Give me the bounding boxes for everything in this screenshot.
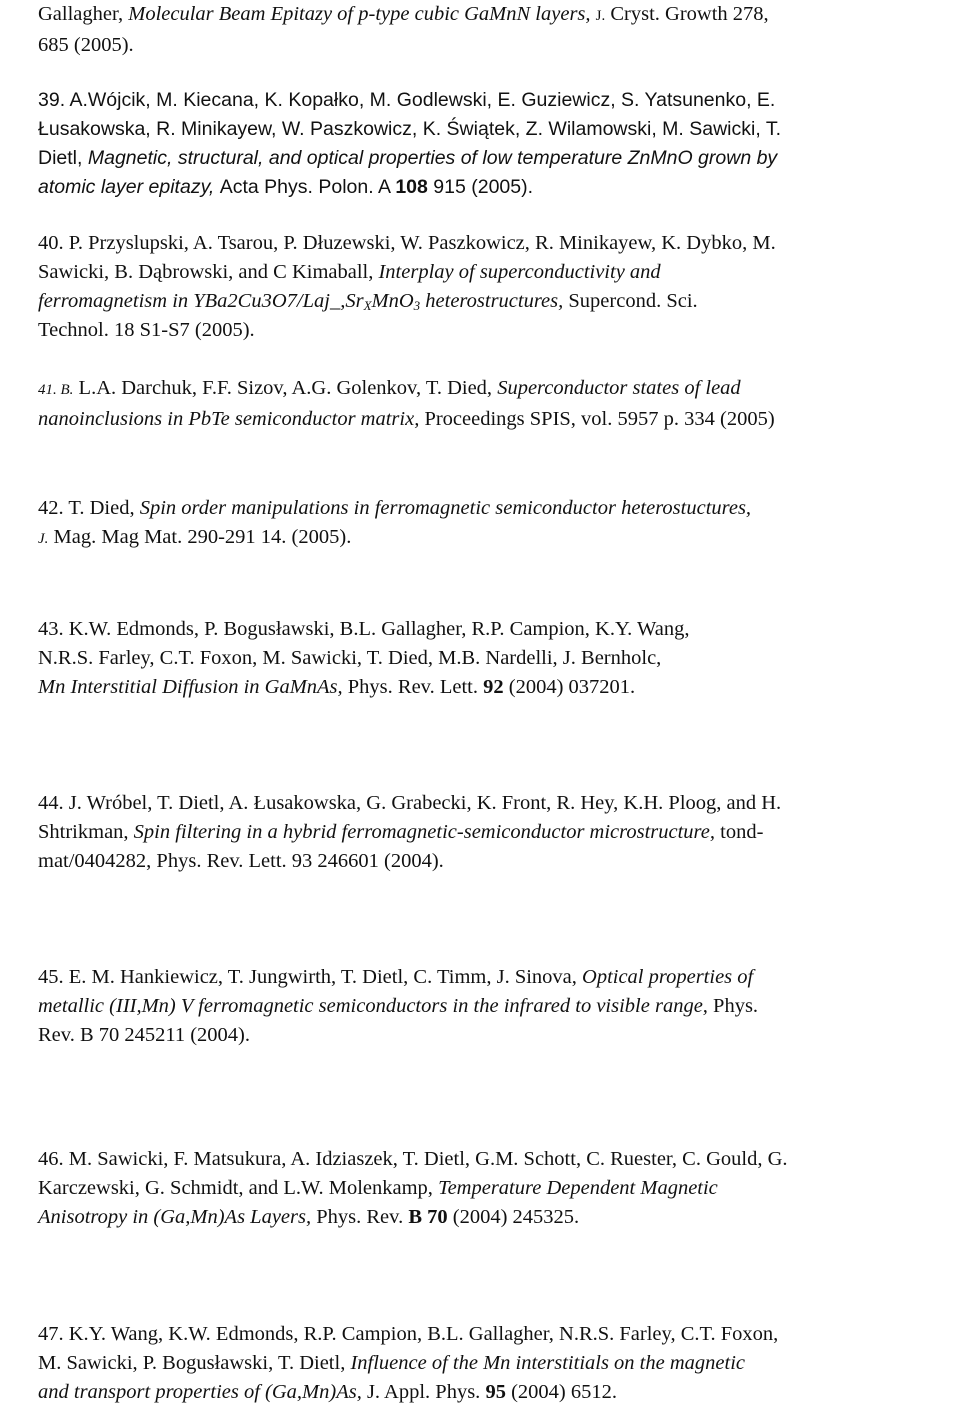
ref-title: Molecular Beam Epitazy of p-type cubic GaMnN layers, [128,3,596,25]
ref-line [38,992,940,1021]
ref-number: 41. B. [38,382,74,398]
reference-44 [38,789,940,876]
ref-title: Influence of the Mn interstitials on the magnetic [350,1352,745,1374]
reference-47 [38,1320,940,1407]
ref-title: ferromagnetism in YBa2Cu3O7/Laj_,Sr [38,290,364,312]
ref-title: metallic (III,Mn) V ferromagnetic semiconductors in the infrared to visible range, [38,995,714,1017]
ref-journal: Phys. Rev. Lett. [347,676,484,698]
ref-pages: (2004) 6512. [505,1381,617,1403]
ref-authors: 47. K.Y. Wang, K.W. Edmonds, R.P. Campion, B.L. Gallagher, N.R.S. Farley, C.T. Foxon, [38,1323,779,1345]
ref-authors: Shtrikman, [38,821,134,843]
ref-title: Interplay of superconductivity and [378,261,661,283]
reference-42 [38,494,940,554]
ref-volume: 95 [485,1381,506,1403]
ref-journal: tond- [720,821,764,843]
ref-pages: (2004) 245325. [447,1206,580,1228]
ref-authors: 45. E. M. Hankiewicz, T. Jungwirth, T. Dietl, C. Timm, J. Sinova, [38,966,583,988]
ref-line: 685 (2005). [38,34,134,56]
ref-authors: 43. K.W. Edmonds, P. Bogusławski, B.L. Gallagher, R.P. Campion, K.Y. Wang, [38,618,690,640]
ref-volume: B 70 [408,1206,448,1228]
ref-volume: 108 [395,176,428,198]
ref-line [38,316,940,345]
ref-title: X [363,298,372,313]
ref-authors: 42. T. Died, [38,497,140,519]
ref-line [38,374,940,405]
ref-text: Cryst. Growth 278, [605,3,769,25]
ref-title: Magnetic, structural, and optical properties of low temperature ZnMnO grown by [87,147,778,169]
ref-title: and transport properties of (Ga,Mn)As, [38,1381,367,1403]
ref-journal: Proceedings SPIS, vol. 5957 p. 334 (2005) [424,408,775,430]
ref-title: Optical properties of [582,966,754,988]
ref-text: Gallagher, [38,3,129,25]
ref-pages: 915 (2005). [427,176,534,198]
ref-line [38,144,940,173]
reference-43 [38,615,940,702]
ref-title: heterostructures, [420,290,569,312]
ref-authors: M. Sawicki, P. Bogusławski, T. Dietl, [38,1352,351,1374]
reference-41 [38,374,940,434]
ref-line [38,1203,940,1232]
ref-authors: N.R.S. Farley, C.T. Foxon, M. Sawicki, T. Died, M.B. Nardelli, J. Bernholc, [38,647,662,669]
ref-title: Spin filtering in a hybrid ferromagnetic-semiconductor microstructure, [133,821,721,843]
ref-authors: Dietl, [38,147,88,169]
ref-pages: (2004) 037201. [503,676,636,698]
ref-journal: Acta Phys. Polon. A [219,176,396,198]
reference-46 [38,1145,940,1232]
ref-line [38,818,940,847]
ref-line [38,789,940,818]
ref-line [38,1174,940,1203]
ref-title: Temperature Dependent Magnetic [438,1177,718,1199]
ref-line [38,494,940,523]
ref-line [38,1349,940,1378]
ref-text: J. [595,8,606,24]
ref-line [38,0,940,31]
ref-journal: J. Appl. Phys. [366,1381,486,1403]
ref-line [38,615,940,644]
ref-volume: 92 [483,676,504,698]
ref-line [38,115,940,144]
ref-title: Mn Interstitial Diffusion in GaMnAs, [38,676,348,698]
reference-38-continuation [38,0,940,60]
ref-volume: 18 [113,319,135,341]
ref-title: Superconductor states of lead [497,377,741,399]
ref-line [38,1145,940,1174]
ref-journal: Technol. [38,319,114,341]
ref-title: Spin order manipulations in ferromagnetic semiconductor heterostuctures, [139,497,752,519]
ref-journal: Mag. Mag Mat. 290-291 14. (2005). [48,526,352,548]
ref-line: mat/0404282, Phys. Rev. Lett. 93 246601 (2004). [38,850,444,872]
ref-line [38,1320,940,1349]
ref-line [38,287,940,316]
ref-line [38,405,940,434]
ref-title: 3 [413,298,421,313]
ref-authors: Karczewski, G. Schmidt, and L.W. Molenkamp, [38,1177,439,1199]
ref-line [38,523,940,554]
ref-line [38,173,940,202]
ref-line [38,673,940,702]
ref-line: Rev. B 70 245211 (2004). [38,1024,251,1046]
ref-journal: Phys. Rev. [316,1206,409,1228]
ref-journal: Phys. [713,995,759,1017]
ref-authors: Sawicki, B. Dąbrowski, and C Kimaball, [38,261,379,283]
ref-title: nanoinclusions in PbTe semiconductor matrix, [38,408,425,430]
ref-title: Anisotropy in (Ga,Mn)As Layers, [38,1206,317,1228]
ref-authors: 44. J. Wróbel, T. Dietl, A. Łusakowska, G. Grabecki, K. Front, R. Hey, K.H. Ploog, and H. [38,792,782,814]
ref-line [38,644,940,673]
ref-line [38,229,940,258]
ref-line [38,1378,940,1407]
ref-line [38,963,940,992]
ref-line [38,258,940,287]
ref-line [38,86,940,115]
ref-journal: J. [38,531,49,547]
ref-authors: 46. M. Sawicki, F. Matsukura, A. Idziaszek, T. Dietl, G.M. Schott, C. Ruester, C. Gould, G. [38,1148,788,1170]
ref-authors: 40. P. Przyslupski, A. Tsarou, P. Dłuzewski, W. Paszkowicz, R. Minikayew, K. Dybko, M. [38,232,776,254]
reference-39 [38,86,940,202]
ref-authors: Łusakowska, R. Minikayew, W. Paszkowicz, K. Świątek, Z. Wilamowski, M. Sawicki, T. [38,118,781,140]
ref-title: atomic layer epitazy, [38,176,220,198]
reference-40 [38,229,940,345]
ref-authors: L.A. Darchuk, F.F. Sizov, A.G. Golenkov, T. Died, [73,377,498,399]
ref-pages: S1-S7 (2005). [134,319,255,341]
ref-journal: Supercond. Sci. [568,290,698,312]
ref-title: MnO [371,290,414,312]
reference-45 [38,963,940,1050]
ref-authors: 39. A.Wójcik, M. Kiecana, K. Kopałko, M. Godlewski, E. Guziewicz, S. Yatsunenko, E. [38,89,776,111]
